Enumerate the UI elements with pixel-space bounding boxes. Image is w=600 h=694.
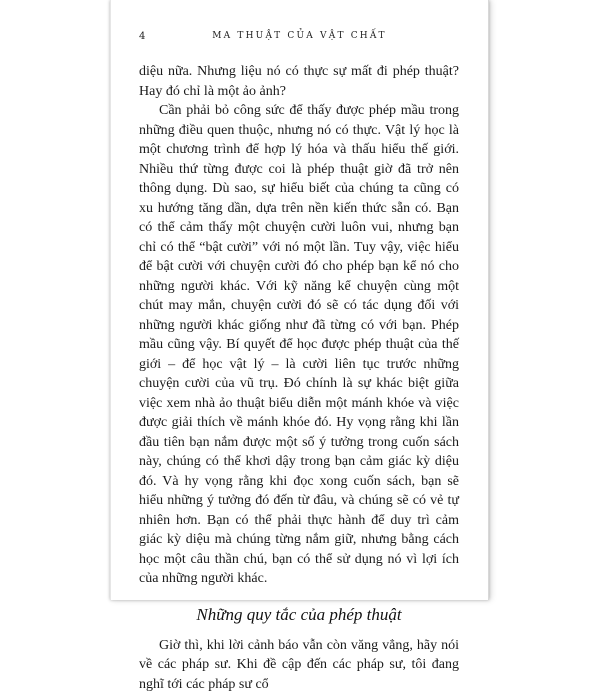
paragraph-continued: diệu nữa. Nhưng liệu nó có thực sự mất đi phép thuật? Hay đó chỉ là một ảo ảnh? (139, 62, 459, 101)
section-paragraph: Giờ thì, khi lời cảnh báo vẫn còn văng vẳng, hãy nói về các pháp sư. Khi đề cập đến các pháp sư, tôi đang nghĩ tới các pháp sư cổ (139, 636, 459, 694)
book-page (110, 0, 489, 600)
paragraph-main: Cần phải bỏ công sức để thấy được phép mầu trong những điều quen thuộc, nhưng nó có thực. Vật lý học là một chương trình để hợp lý hóa và thấu hiểu thế giới. Nhiều thứ từng được coi là phép thuật giờ đã trở nên thông dụng. Dù sao, sự hiểu biết của chúng ta cũng có xu hướng tăng dần, dựa trên nền kiến thức sẵn có. Bạn có thể cảm thấy một chuyện cười luôn vui, nhưng bạn chỉ có thể “bật cười” với nó một lần. Tuy vậy, việc hiểu để bật cười với chuyện cười đó cho phép bạn kể nó cho những người khác. Với kỹ năng kể chuyện cùng một chút may mắn, chuyện cười đó sẽ có tác dụng đối với những người khác giống như đã từng có với bạn. Phép mầu cũng vậy. Bí quyết để học được phép thuật của thế giới – để học vật lý – là cười liên tục trước những chuyện cười của vũ trụ. Đó chính là sự khác biệt giữa việc xem nhà ảo thuật biểu diễn một mánh khóe và việc được giải thích về mánh khóe đó. Hy vọng rằng khi lần đầu tiên bạn nắm được một số ý tưởng trong cuốn sách này, chúng có thể khơi dậy trong bạn cảm giác kỳ diệu đó. Và hy vọng rằng khi đọc xong cuốn sách, bạn sẽ hiểu những ý tưởng đó đến từ đâu, và chúng sẽ có vẻ tự nhiên hơn. Bạn có thể phải thực hành để duy trì cảm giác kỳ diệu mà chúng từng nắm giữ, nhưng bằng cách học một câu thần chú, bạn có thể sử dụng nó vì lợi ích của những người khác. (139, 101, 459, 589)
section-heading: Những quy tắc của phép thuật (139, 603, 459, 627)
body-text (139, 62, 459, 694)
page-number: 4 (139, 31, 145, 42)
running-head: MA THUẬT CỦA VẬT CHẤT (111, 31, 488, 41)
page-header (111, 31, 488, 45)
